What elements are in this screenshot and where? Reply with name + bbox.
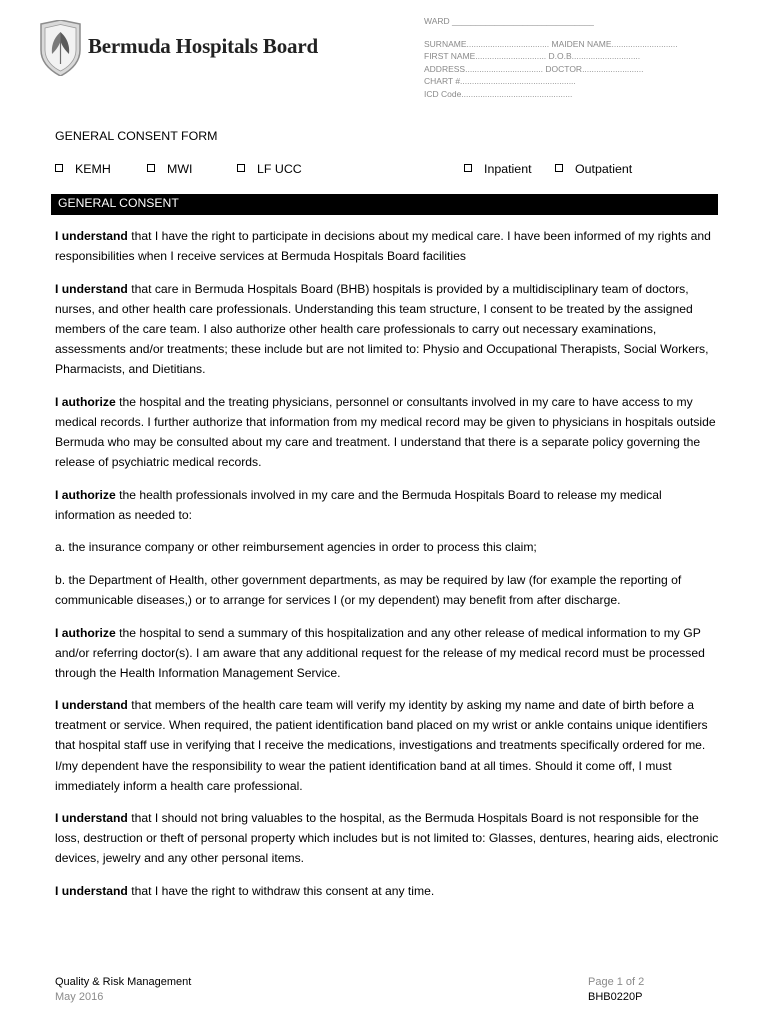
checkbox-label: MWI (167, 162, 193, 176)
ward-field: WARD ______________________________ (424, 16, 594, 26)
surname-field: SURNAME................................... MAIDEN NAME............................ (424, 38, 678, 49)
checkbox-label: KEMH (75, 162, 111, 176)
paragraph-lead: I authorize (55, 625, 116, 640)
consent-paragraph (55, 570, 721, 610)
consent-paragraph (55, 537, 721, 557)
paragraph-text: the hospital and the treating physicians, personnel or consultants involved in my care to have access to my medical records. I further authorize that information from my medical record may be given to physicians in hospitals outside Bermuda who may be consulted about my care and treatment. I understand that there is a separate policy governing the release of psychiatric medical records. (55, 394, 716, 469)
paragraph-text: that I have the right to participate in decisions about my medical care. I have been informed of my rights and responsibilities when I receive services at Bermuda Hospitals Board facilities (55, 229, 711, 264)
facility-checkboxes (55, 162, 735, 180)
paragraph-lead: I understand (55, 884, 128, 899)
section-heading-bar (51, 194, 718, 215)
checkbox-label: Inpatient (484, 162, 532, 176)
form-code: BHB0220P (588, 991, 643, 1003)
paragraph-lead: I understand (55, 229, 128, 243)
paragraph-text: the hospital to send a summary of this hospitalization and any other release of medical information to my GP and/or referring doctor(s). I am aware that any additional request for the release of my medical record must be processed through the Health Information Management Service. (55, 625, 705, 680)
brand-name: Bermuda Hospitals Board (88, 34, 318, 58)
paragraph-text: a. the insurance company or other reimbursement agencies in order to process this claim; (55, 540, 537, 555)
paragraph-text: the health professionals involved in my care and the Bermuda Hospitals Board to release my medical information as needed to: (55, 487, 662, 522)
consent-paragraph (55, 485, 721, 525)
consent-paragraph (55, 881, 721, 901)
consent-paragraph (55, 808, 721, 868)
consent-paragraph (55, 623, 721, 683)
form-title: GENERAL CONSENT FORM (55, 129, 218, 143)
footer-left (55, 975, 191, 1005)
first-name-field: FIRST NAME.............................. D.O.B............................. (424, 51, 641, 62)
paragraph-lead: I understand (55, 811, 128, 826)
checkbox-icon[interactable] (147, 164, 155, 172)
checkbox-inpatient[interactable] (464, 162, 532, 176)
checkbox-outpatient[interactable] (555, 162, 632, 176)
section-heading: GENERAL CONSENT (58, 196, 179, 210)
consent-paragraph (55, 392, 721, 472)
footer-right (588, 975, 644, 1005)
bhb-shield-logo (38, 20, 83, 76)
footer-department: Quality & Risk Management (55, 976, 192, 988)
consent-body (55, 226, 721, 914)
checkbox-label: Outpatient (575, 162, 633, 176)
paragraph-lead: I authorize (55, 394, 116, 409)
checkbox-mwi[interactable] (147, 162, 192, 176)
checkbox-lf-ucc[interactable] (237, 162, 302, 176)
page-number: Page 1 of 2 (588, 976, 645, 988)
consent-paragraph (55, 695, 721, 795)
patient-info-block (424, 15, 678, 101)
icd-code-field: ICD Code............................................... (424, 88, 573, 99)
footer-date: May 2016 (55, 991, 104, 1003)
paragraph-lead: I authorize (55, 487, 116, 502)
paragraph-text: that I have the right to withdraw this consent at any time. (127, 884, 435, 899)
checkbox-kemh[interactable] (55, 162, 111, 176)
checkbox-icon[interactable] (55, 164, 63, 172)
consent-paragraph (55, 279, 721, 379)
paragraph-text: that care in Bermuda Hospitals Board (BHB) hospitals is provided by a multidisciplinary team of doctors, nurses, and other health care professionals. Understanding this team structure, I consent to be treated by the assigned members of the care team. I also authorize other health care professionals to carry out necessary examinations, assessments and/or treatments; these include but are not limited to: Physio and Occupational Therapists, Social Workers, Pharmacists, and Dietitians. (55, 281, 709, 377)
paragraph-lead: I understand (55, 698, 128, 713)
paragraph-lead: I understand (55, 281, 128, 296)
paragraph-text: that members of the health care team will verify my identity by asking my name and date of birth before a treatment or service. When required, the patient identification band placed on my wrist or ankle contains unique identifiers that hospital staff use in verifying that I receive the medications, investigations and treatments specifically ordered for me. I/my dependent have the responsibility to wear the patient identification band at all times. Should it come off, I must immediately inform a health care professional. (55, 698, 708, 793)
consent-paragraph (55, 226, 721, 266)
address-field: ADDRESS................................. DOCTOR.......................... (424, 63, 644, 74)
checkbox-icon[interactable] (237, 164, 245, 172)
chart-number-field: CHART #................................................. (424, 76, 576, 87)
checkbox-label: LF UCC (257, 162, 302, 176)
checkbox-icon[interactable] (555, 164, 563, 172)
checkbox-icon[interactable] (464, 164, 472, 172)
paragraph-text: that I should not bring valuables to the hospital, as the Bermuda Hospitals Board is not responsible for the loss, destruction or theft of personal property which includes but is not limited to: Glasses, dentures, hearing aids, electronic devices, jewelry and any other personal items. (55, 811, 719, 866)
paragraph-text: b. the Department of Health, other government departments, as may be required by law (for example the reporting of communicable diseases,) or to arrange for services I (or my dependent) may benefit from after discharge. (55, 572, 682, 607)
